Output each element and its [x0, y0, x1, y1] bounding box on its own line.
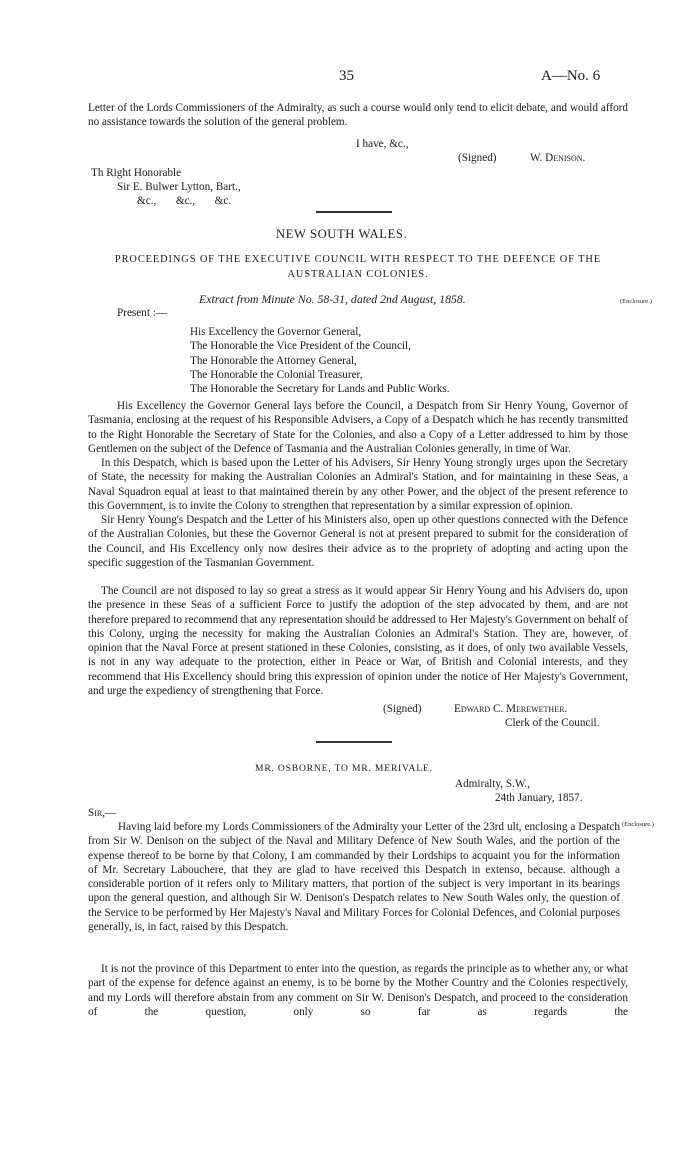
extract-line: Extract from Minute No. 58-31, dated 2nd August, 1858. [199, 292, 466, 306]
enclosure-note-1: (Enclosure.) [620, 298, 652, 305]
signature-merewether: Edward C. Merewether. [454, 703, 568, 715]
present-label: Present :— [117, 307, 168, 319]
council-paragraph-2: In this Despatch, which is based upon the Letter of his Advisers, Sir Henry Young strongly urges upon the Secretary of State, the necessity for making the Australian Colonies an Admiral's Station, and for maintaining in these Seas, a Naval Squadron equal at least to that maintained therein by any other Power, and the object of the present reference to this Government, is to invite the Colony to strengthen that representation by a similar expression of opinion. [88, 457, 628, 512]
council-paragraph-3: Sir Henry Young's Despatch and the Letter of his Ministers also, open up other questions connected with the Defence of the Australian Colonies, but these the Governor General is not at present prepared to submit for the consideration of the Council, and His Excellency only now desires their advice as to the propriety of adopting and acting upon the specific suggestion of the Tasmanian Government. [88, 514, 628, 569]
page-number: 35 [339, 68, 354, 84]
document-id: A—No. 6 [541, 68, 601, 84]
letter-heading: MR. OSBORNE, TO MR. MERIVALE. [255, 763, 433, 774]
letter-salutation: Sir,— [88, 807, 117, 819]
divider-rule [316, 741, 392, 743]
addressee-line-2: Sir E. Bulwer Lytton, Bart., [117, 181, 241, 193]
letter-place: Admiralty, S.W., [455, 778, 530, 790]
present-item: The Honorable the Colonial Treasurer, [190, 368, 363, 381]
letter-paragraph-1: Having laid before my Lords Commissioners of the Admiralty your Letter of the 23rd ult, enclosing a Despatch from Sir W. Denison on the subject of the Naval and Military Defence of New South Wales, and the portion of the expense thereof to be borne by that Colony, I am commanded by their Lordships to acquaint you for the information of Mr. Secretary Labouchere, that they are glad to have received this Despatch in extenso, because. although a considerable portion of it refers only to Military matters, that portion of the subject is very important in its bearings upon the general question, and although Sir W. Denison's Despatch relates to New South Wales only, the question of the Service to be performed by Her Majesty's Naval and Military Forces for Colonial Defences, and Colonial purposes generally, is, in fact, raised by this Despatch. [88, 821, 620, 934]
enclosure-note-2: (Enclosure.) [622, 821, 654, 828]
section-subtitle: PROCEEDINGS OF THE EXECUTIVE COUNCIL WITH RESPECT TO THE DEFENCE OF THE AUSTRALIAN COLONIES. [114, 254, 602, 280]
council-paragraph-1: His Excellency the Governor General lays before the Council, a Despatch from Sir Henry Young, Governor of Tasmania, enclosing at the request of his Responsible Advisers, a Copy of a Despatch which he has recently transmitted to the Right Honorable the Secretary of State for the Colonies, and also a Copy of a Letter addressed to him by those Gentlemen on the subject of the Defence of Tasmania and the Australian Colonies generally, in time of War. [88, 400, 628, 455]
present-item: The Honorable the Attorney General, [190, 354, 357, 367]
divider-rule [316, 211, 392, 213]
present-item: The Honorable the Secretary for Lands and Public Works. [190, 383, 450, 396]
present-list [190, 325, 450, 396]
i-have-line: I have, &c., [356, 138, 409, 150]
signature-denison: W. Denison. [530, 152, 586, 164]
signed-label-2: (Signed) [383, 703, 422, 715]
letter-paragraph-2: It is not the province of this Department to enter into the question, as regards the principle as to whether any, or what part of the expense for defence against an enemy, is to be borne by the Mother Country and the Colonies respectively, and my Lords will therefore abstain from any comment on Sir W. Denison's Despatch, and proceed to the consideration of the question, only so far as regards the [88, 963, 628, 1018]
letter-date: 24th January, 1857. [495, 792, 583, 804]
addressee-line-3: &c., &c., &c. [137, 195, 232, 207]
present-item: His Excellency the Governor General, [190, 326, 362, 338]
council-paragraph-4: The Council are not disposed to lay so great a stress as it would appear Sir Henry Young and his Advisers do, upon the presence in these Seas of a sufficient Force to justify the adoption of the step advocated by them, and are not therefore prepared to recommend that any representation should be addressed to Her Majesty's Government on behalf of this Colony, urging the necessity for making the Australian Colonies an Admiral's Station. They are, however, of opinion that the Naval Force at present stationed in these Colonies, consisting, as it does, of only two available Vessels, is not in any way adequate to the protection, either in Peace or War, of British and Colonial interests, and they recommend that His Excellency should bring this expression of opinion under the notice of Her Majesty's Government, and urge the expediency of strengthening that Force. [88, 585, 628, 698]
closing-paragraph: Letter of the Lords Commissioners of the Admiralty, as such a course would only tend to elicit debate, and would afford no assistance towards the solution of the general problem. [88, 102, 628, 129]
addressee-line-1: Th Right Honorable [91, 167, 182, 179]
signature-title: Clerk of the Council. [505, 717, 600, 729]
section-title: NEW SOUTH WALES. [276, 227, 408, 241]
present-item: The Honorable the Vice President of the Council, [190, 340, 411, 353]
signed-label: (Signed) [458, 152, 497, 164]
